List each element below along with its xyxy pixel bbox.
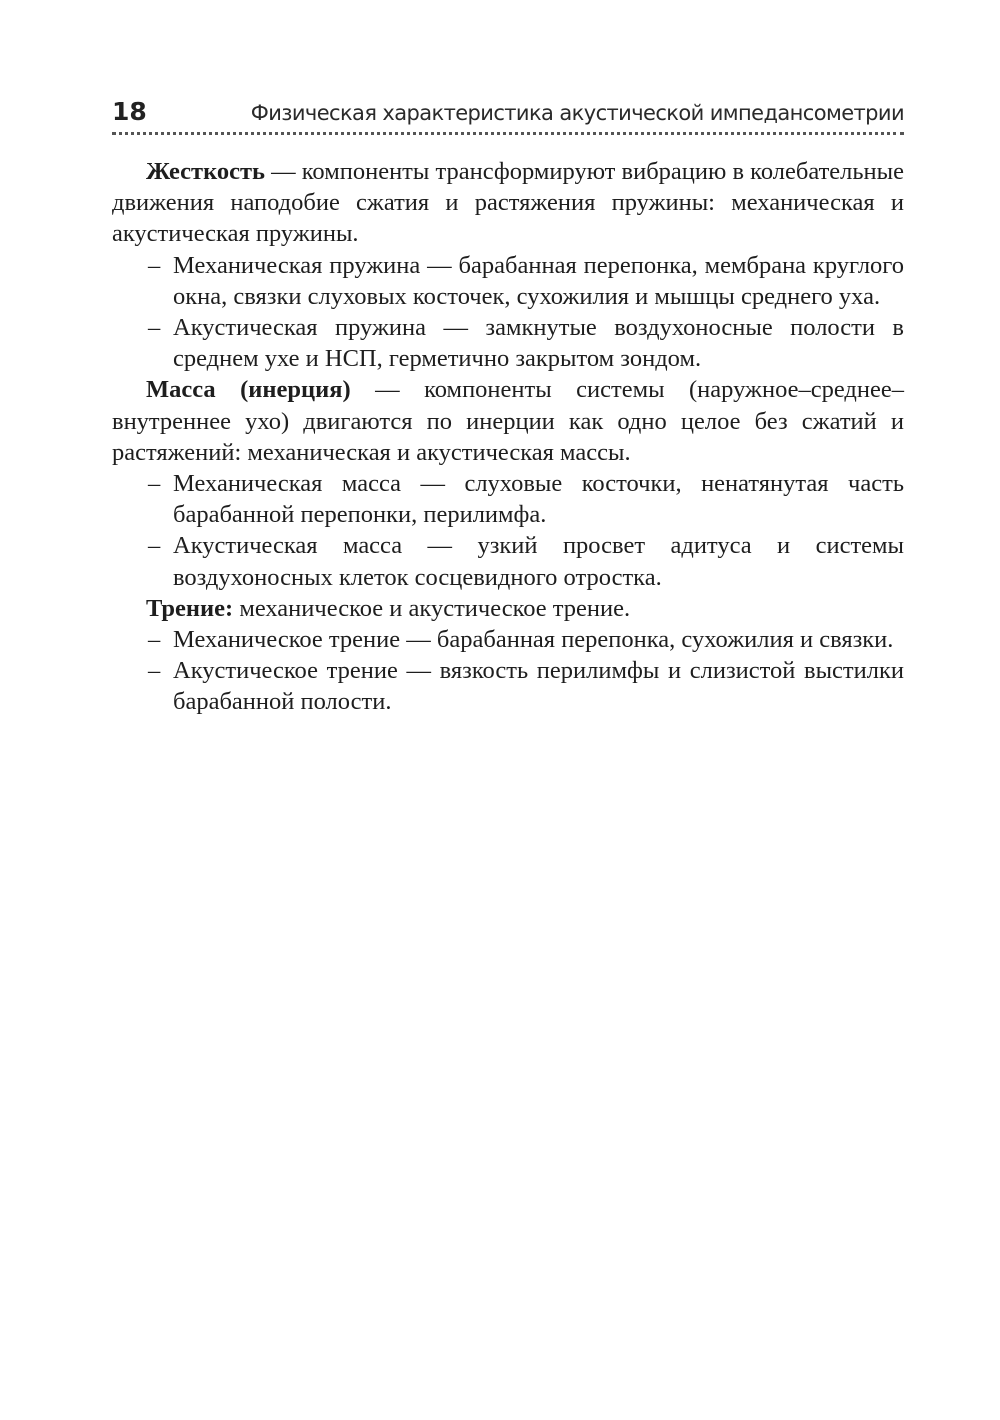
list-item-text: Механическое трение — барабанная перепонка, сухожилия и связки. [173,626,894,654]
header-dotted-rule [112,132,904,135]
dash-marker: – [148,532,161,560]
page-number: 18 [112,97,147,126]
list-item-text: Акустическая масса — узкий просвет адитуса и системы воздухоносных клеток сосцевидного отростка. [173,532,904,591]
list-item-text: Акустическое трение — вязкость перилимфы и слизистой выстилки барабанной полости. [173,657,904,716]
dash-marker: – [148,314,161,342]
list-item [112,468,904,530]
list-item [112,624,904,655]
list-item [112,655,904,717]
term-stiffness: Жесткость [146,158,265,185]
term-friction: Трение: [146,594,234,622]
list-item [112,250,904,312]
dash-marker: – [148,251,161,279]
list-item-text: Механическая масса — слуховые косточки, ненатянутая часть барабанной перепонки, перилимфа. [173,470,904,529]
paragraph-text: — компоненты трансформируют вибрацию в колебательные движения наподобие сжатия и растяжения пружины: механическая и акустическая пружины. [112,158,904,248]
paragraph-text: — компоненты системы (наружное–среднее–внутреннее ухо) двигаются по инерции как одно целое без сжатий и растяжений: механическая и акустическая массы. [112,376,904,466]
list-item-text: Акустическая пружина — замкнутые воздухоносные полости в среднем ухе и НСП, герметично закрытом зондом. [173,314,904,373]
paragraph-text: механическое и акустическое трение. [233,594,631,622]
paragraph-friction [112,593,904,624]
dash-marker: – [148,470,161,498]
paragraph-stiffness [112,156,904,250]
list-item [112,312,904,374]
dash-marker: – [148,657,161,685]
paragraph-mass [112,374,904,468]
body-text [112,156,904,718]
running-title: Физическая характеристика акустической импедансометрии [250,101,904,125]
dash-marker: – [148,626,161,654]
term-mass: Масса (инерция) [146,376,351,404]
list-item [112,530,904,592]
page-header [112,96,904,136]
list-item-text: Механическая пружина — барабанная перепонка, мембрана круглого окна, связки слуховых косточек, сухожилия и мышцы среднего уха. [173,251,904,310]
